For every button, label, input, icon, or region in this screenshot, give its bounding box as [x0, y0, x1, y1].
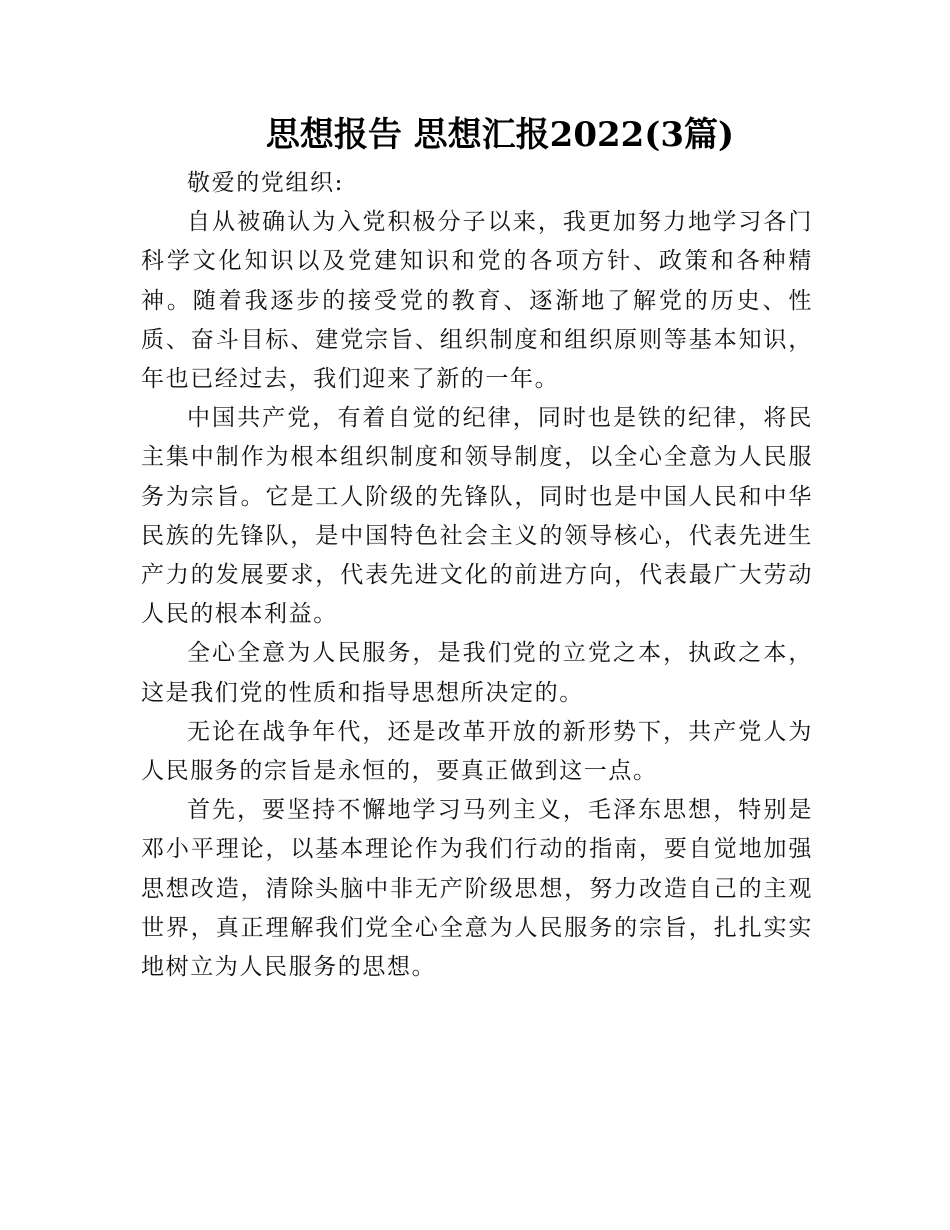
paragraph-salutation: 敬爱的党组织: [187, 170, 344, 196]
document-body [141, 164, 813, 987]
paragraph: 自从被确认为入党积极分子以来，我更加努力地学习各门科学文化知识以及党建知识和党的各项方针、政策和各种精神。随着我逐步的接受党的教育、逐渐地了解党的历史、性质、奋斗目标、建党宗旨、组织制度和组织原则等基本知识，年也已经过去，我们迎来了新的一年。 [141, 209, 813, 393]
paragraph: 首先，要坚持不懈地学习马列主义，毛泽东思想，特别是邓小平理论，以基本理论作为我们行动的指南，要自觉地加强思想改造，清除头脑中非无产阶级思想，努力改造自己的主观世界，真正理解我们党全心全意为人民服务的宗旨，扎扎实实地树立为人民服务的思想。 [141, 797, 813, 981]
paragraph: 中国共产党，有着自觉的纪律，同时也是铁的纪律，将民主集中制作为根本组织制度和领导制度，以全心全意为人民服务为宗旨。它是工人阶级的先锋队，同时也是中国人民和中华民族的先锋队，是中国特色社会主义的领导核心，代表先进生产力的发展要求，代表先进文化的前进方向，代表最广大劳动人民的根本利益。 [141, 405, 813, 628]
paragraph: 全心全意为人民服务，是我们党的立党之本，执政之本，这是我们党的性质和指导思想所决定的。 [141, 640, 813, 706]
document-title: 思想报告 思想汇报2022(3篇) [265, 115, 735, 155]
paragraph: 无论在战争年代，还是改革开放的新形势下，共产党人为人民服务的宗旨是永恒的，要真正做到这一点。 [141, 718, 813, 785]
